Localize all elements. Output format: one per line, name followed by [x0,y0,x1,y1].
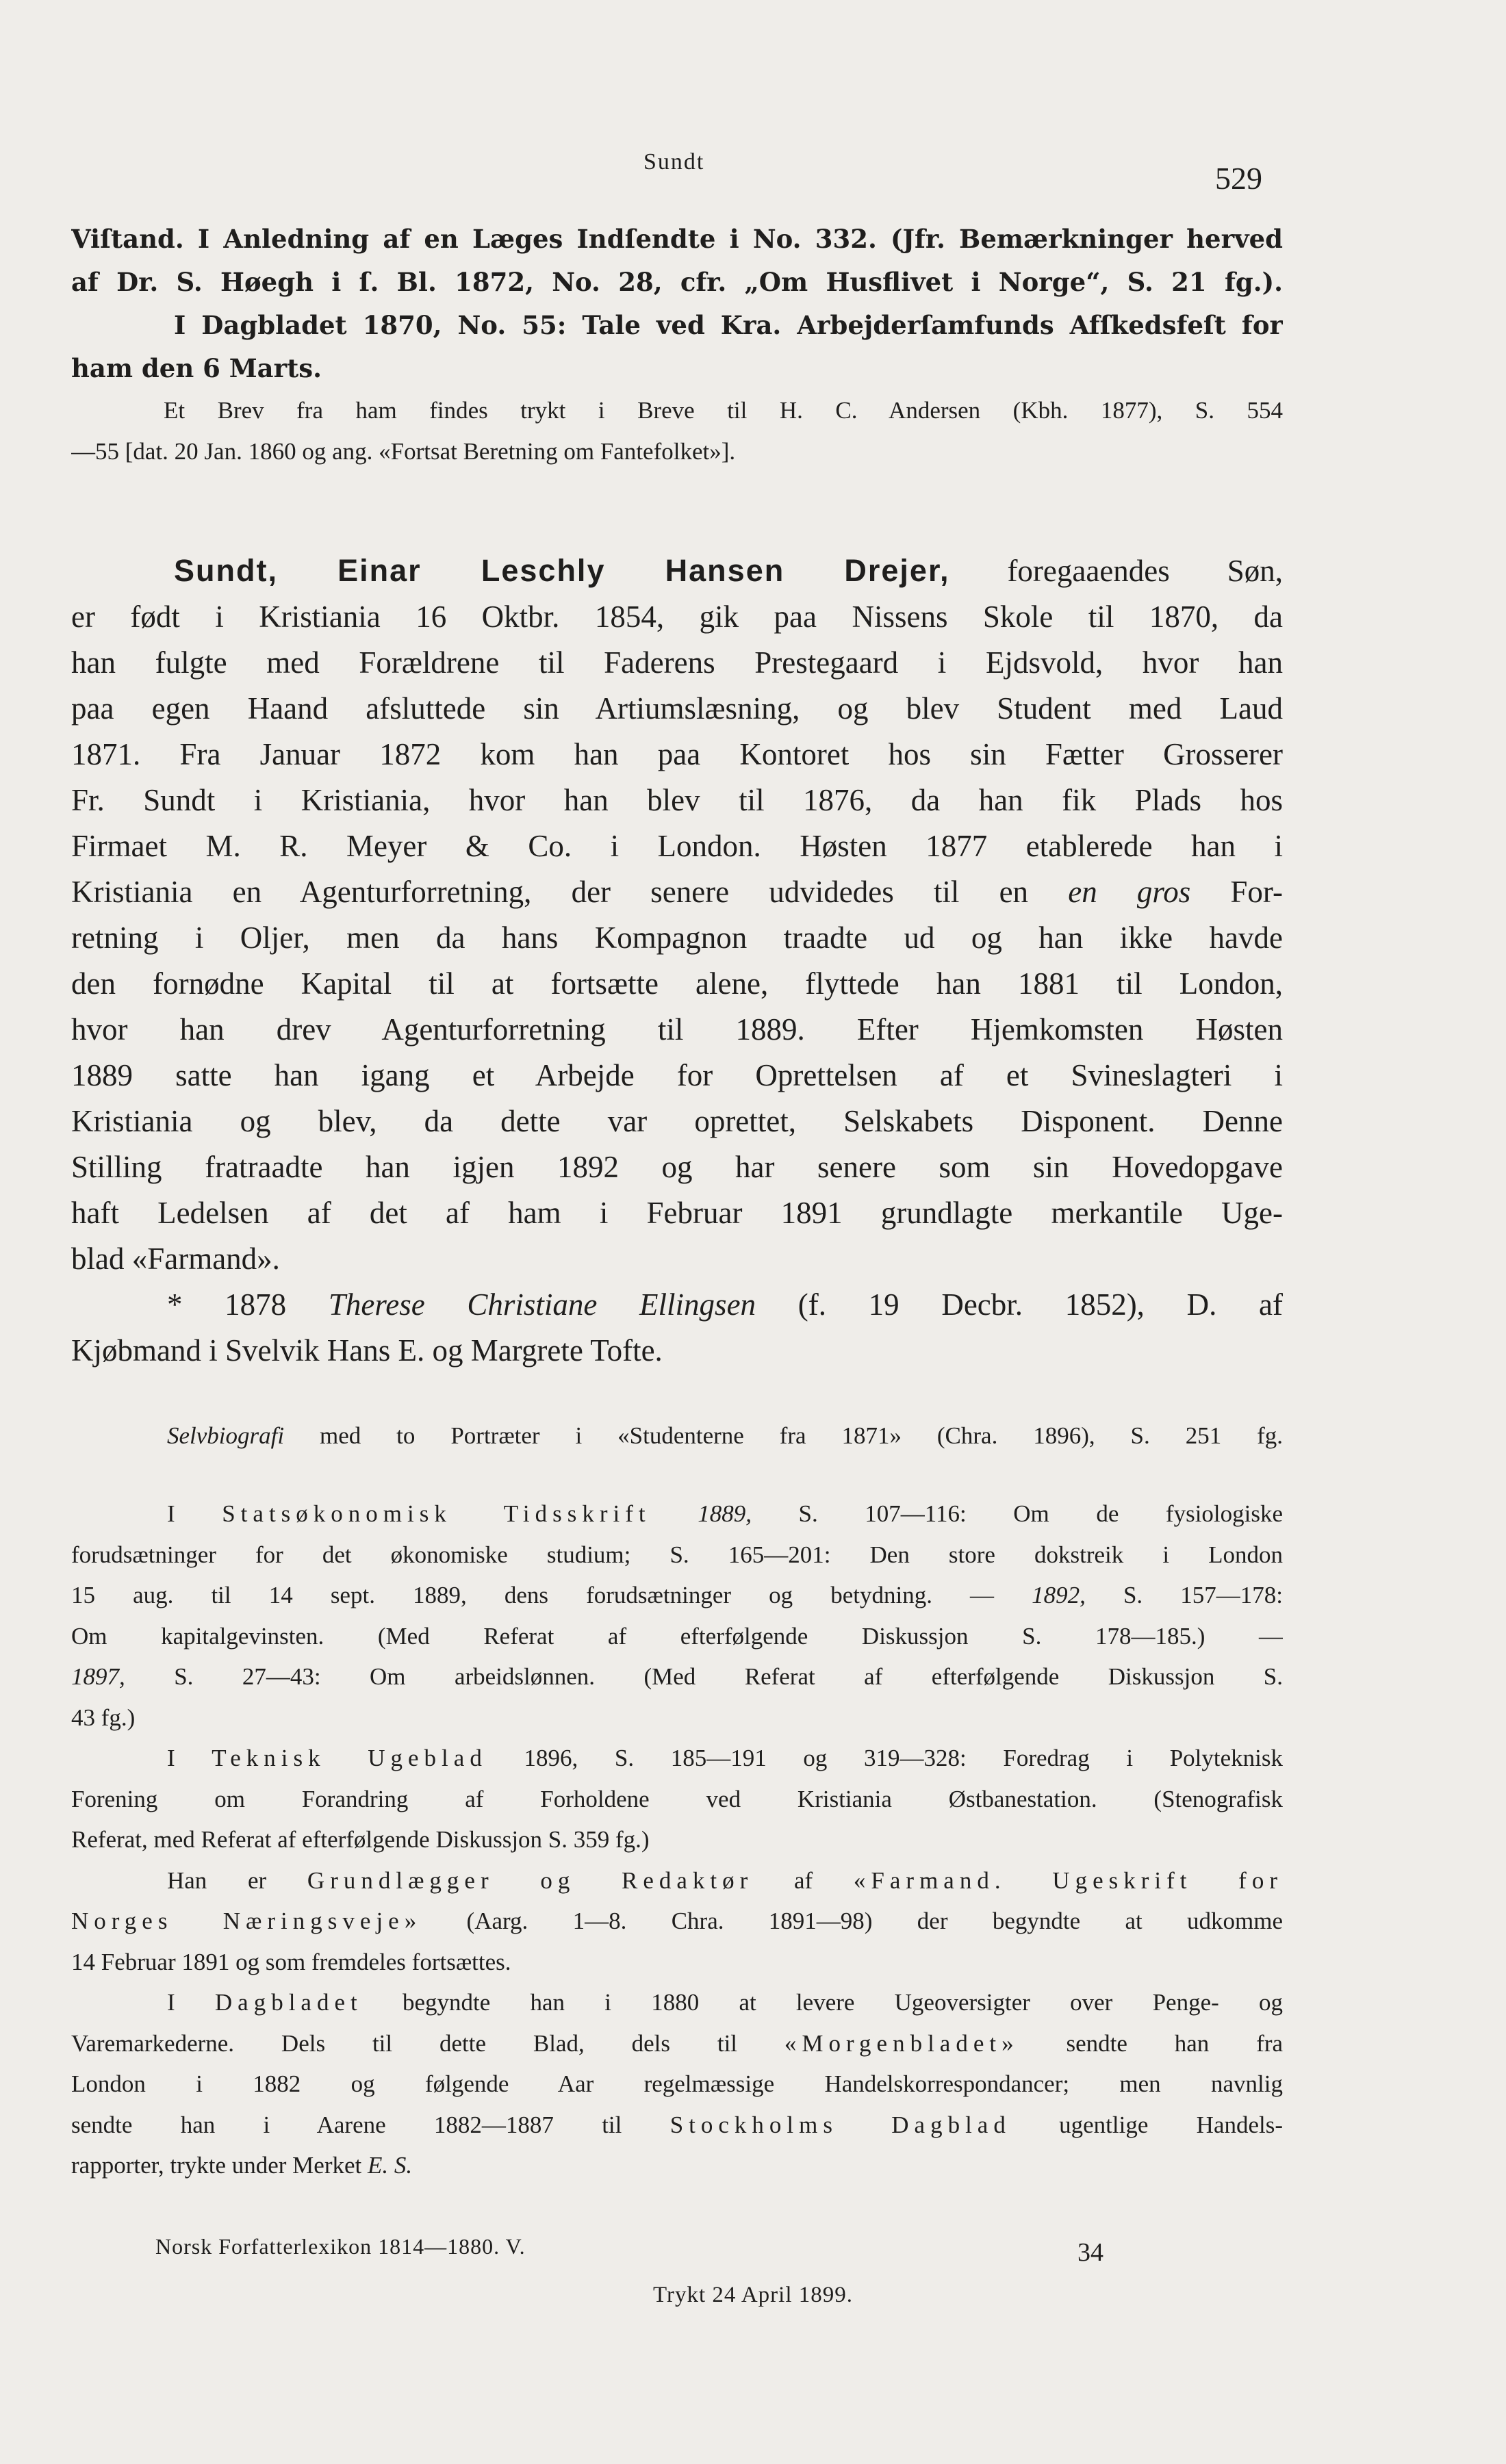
bib-text: 15 aug. til 14 sept. 1889, dens forudsætninger og betydning. — [71,1582,995,1608]
italic-year: 1897, [71,1663,125,1690]
signature-number: 34 [1077,2238,1103,2267]
body-line: den fornødne Kapital til at fortsætte alene, flyttede han 1881 til London, [71,966,1283,1001]
bib-line [71,2023,1283,2064]
bib-text: begyndte han i 1880 at levere Ugeoversigter over Penge- og [402,1989,1283,2016]
body-line: 1871. Fra Januar 1872 kom han paa Kontoret hos sin Fætter Grosserer [71,737,1283,771]
bib-line: Om kapitalgevinsten. (Med Referat af efterfølgende Diskussjon S. 178—185.) — [71,1622,1283,1650]
body-line: han fulgte med Forældrene til Faderens Prestegaard i Ejdsvold, hvor han [71,645,1283,680]
entry-heading-line [71,548,1283,594]
bib-line: London i 1882 og følgende Aar regelmæssige Handelskorrespondancer; men navnlig [71,2070,1283,2097]
bib-line: 43 fg.) [71,1704,136,1731]
signature-mark: E. S. [368,2152,413,2179]
fraktur-line: ham den 6 Marts. [71,353,322,383]
note-line: —55 [dat. 20 Jan. 1860 og ang. «Fortsat Beretning om Fantefolket»]. [71,438,736,465]
bib-line: Referat, med Referat af efterfølgende Diskussjon S. 359 fg.) [71,1826,650,1853]
fraktur-line: af Dr. S. Høegh i ſ. Bl. 1872, No. 28, cfr. „Om Husflivet i Norge“, S. 21 fg.). [71,267,1283,297]
bib-line [71,1738,1283,1779]
body-line: er født i Kristiania 16 Oktbr. 1854, gik paa Nissens Skole til 1870, da [71,600,1283,634]
bib-text: I [167,1745,175,1771]
body-line: retning i Oljer, men da hans Kompagnon traadte ud og han ikke havde [71,921,1283,955]
bib-text: S. 157—178: [1123,1582,1283,1608]
footer-series-title: Norsk Forfatterlexikon 1814—1880. V. [155,2234,526,2259]
page-number: 529 [1215,161,1262,196]
bib-line [71,1656,1283,1697]
bib-text: I [167,1989,175,2016]
italic-year: 1892, [1032,1582,1086,1608]
bib-line [71,1901,1283,1942]
journal-title: Teknisk Ugeblad [212,1745,487,1771]
bib-line: 14 Februar 1891 og som fremdeles fortsættes. [71,1948,511,1975]
bib-text: rapporter, trykte under Merket [71,2152,362,2179]
body-text: Kristiania en Agenturforretning, der senere udvidedes til en [71,875,1029,909]
marriage-line [71,1282,1283,1328]
entry-name-heading: Sundt, Einar Leschly Hansen Drejer, [174,553,950,588]
running-header-title: Sundt [643,149,705,175]
bib-line [71,1493,1283,1535]
bib-line: forudsætninger for det økonomiske studium; S. 165—201: Den store dokstreik i London [71,1541,1283,1568]
body-text: For- [1230,875,1283,909]
body-line: blad «Farmand». [71,1242,280,1276]
bib-text: Varemarkederne. Dels til dette Blad, dels til [71,2029,738,2057]
marriage-line: Kjøbmand i Svelvik Hans E. og Margrete Tofte. [71,1333,663,1368]
bib-text: (Aarg. 1—8. Chra. 1891—98) der begyndte at udkomme [466,1908,1283,1934]
fraktur-line: Viſtand. I Anledning af en Læges Indſendte i No. 332. (Jfr. Bemærkninger herved [71,224,1283,254]
bib-text: S. 107—116: Om de fysiologiske [798,1500,1283,1527]
marriage-date: * 1878 [167,1287,287,1322]
italic-year: 1889, [698,1500,752,1527]
selvbiografi-line [71,1415,1283,1456]
body-line: paa egen Haand afsluttede sin Artiumslæsning, og blev Student med Laud [71,691,1283,726]
bib-text: S. 27—43: Om arbeidslønnen. (Med Referat af efterfølgende Diskussjon S. [174,1663,1283,1690]
print-date: Trykt 24 April 1899. [653,2283,853,2307]
marriage-details: (f. 19 Decbr. 1852), D. af [797,1287,1283,1322]
role-title: Grundlægger og Redaktør [307,1866,754,1894]
bib-text: sendte han fra [1066,2029,1283,2057]
body-line: hvor han drev Agenturforretning til 1889. Efter Hjemkomsten Høsten [71,1012,1283,1047]
journal-title: Dagbladet [214,1989,363,2016]
note-line: Et Brev fra ham findes trykt i Breve til H. C. Andersen (Kbh. 1877), S. 554 [164,397,1283,424]
body-line: Fr. Sundt i Kristiania, hvor han blev til 1876, da han fik Plads hos [71,783,1283,817]
journal-title: Stockholms Dagblad [669,2111,1011,2138]
bib-text: Han er [167,1866,267,1894]
journal-title: «Morgenbladet» [784,2029,1019,2057]
bibliography-works [71,1493,1283,2186]
journal-title: Statsøkonomisk Tidsskrift [222,1500,651,1527]
bib-line [71,1860,1283,1901]
italic-term: en gros [1068,875,1191,909]
bib-text: med to Portræter i «Studenterne fra 1871» (Chra. 1896), S. 251 fg. [320,1422,1283,1449]
bib-line [71,2105,1283,2146]
bib-line: Forening om Forandring af Forholdene ved Kristiania Østbanestation. (Stenografisk [71,1785,1283,1812]
bib-line [71,1982,1283,2023]
italic-term: Selvbiografi [167,1422,285,1449]
body-line: haft Ledelsen af det af ham i Februar 1891 grundlagte merkantile Uge- [71,1196,1283,1230]
biography-entry [71,548,1283,1374]
journal-title: «Farmand. Ugeskrift for [853,1866,1283,1894]
bib-text: 1896, S. 185—191 og 319—328: Foredrag i Polyteknisk [524,1745,1283,1771]
bib-text: af [794,1866,813,1894]
spouse-name: Therese Christiane Ellingsen [328,1287,756,1322]
body-line [71,869,1283,915]
fraktur-line: I Dagbladet 1870, No. 55: Tale ved Kra. Arbejderſamfunds Afſkedsfeſt for [174,310,1283,340]
bib-line [71,2145,1283,2186]
bib-line [71,1575,1283,1616]
body-line: Firmaet M. R. Meyer & Co. i London. Høsten 1877 etablerede han i [71,829,1283,863]
bib-text: ugentlige Handels- [1059,2111,1283,2138]
entry-heading-rest: foregaaendes Søn, [1007,554,1283,588]
bib-text: sendte han i Aarene 1882—1887 til [71,2111,622,2138]
journal-title: Norges Næringsveje» [71,1908,422,1934]
body-line: Stilling fratraadte han igjen 1892 og har senere som sin Hovedopgave [71,1150,1283,1184]
bibliography [71,1415,1283,1456]
bib-text: I [167,1500,175,1527]
body-line: 1889 satte han igang et Arbejde for Oprettelsen af et Svineslagteri i [71,1058,1283,1092]
body-line: Kristiania og blev, da dette var oprettet, Selskabets Disponent. Denne [71,1104,1283,1138]
previous-entry-continuation [71,218,1283,472]
